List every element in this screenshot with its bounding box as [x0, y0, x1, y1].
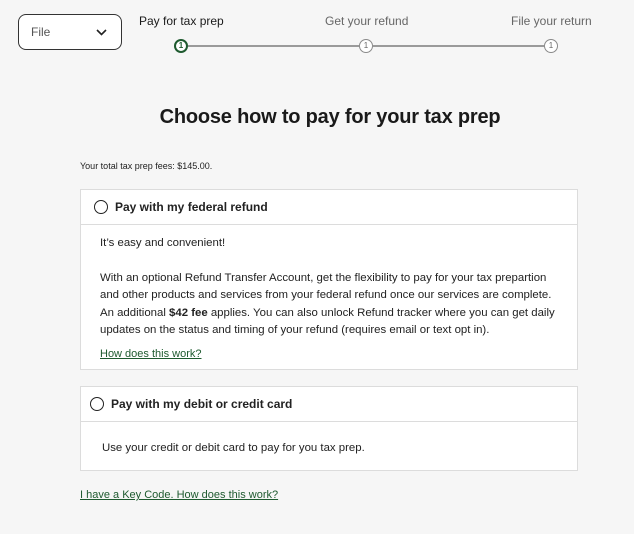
step-connector [188, 45, 359, 47]
federal-refund-radio[interactable] [94, 200, 108, 214]
step-indicator-1: 1 [174, 39, 188, 53]
federal-refund-option-header[interactable] [81, 190, 577, 225]
how-does-this-work-link[interactable]: How does this work? [100, 347, 202, 360]
card-option-title: Pay with my debit or credit card [111, 397, 293, 411]
step-label-file-your-return: File your return [511, 14, 592, 28]
federal-refund-option-title: Pay with my federal refund [115, 200, 268, 214]
payment-option-federal-refund [80, 189, 578, 370]
step-label-pay-for-tax-prep: Pay for tax prep [139, 14, 224, 28]
step-indicator-2: 1 [359, 39, 373, 53]
key-code-link[interactable]: I have a Key Code. How does this work? [80, 489, 279, 501]
total-fees-text: Your total tax prep fees: $145.00. [80, 161, 213, 171]
progress-stepper [0, 0, 634, 60]
federal-refund-intro: It’s easy and convenient! [100, 237, 226, 249]
step-connector [373, 45, 544, 47]
card-option-header[interactable] [81, 387, 577, 422]
step-label-get-your-refund: Get your refund [325, 14, 409, 28]
page-title: Choose how to pay for your tax prep [159, 106, 501, 128]
card-payment-radio[interactable] [90, 397, 104, 411]
step-indicator-3: 1 [544, 39, 558, 53]
card-option-description: Use your credit or debit card to pay for you tax prep. [102, 442, 365, 454]
file-dropdown-label: File [31, 25, 51, 39]
federal-refund-description: With an optional Refund Transfer Account, get the flexibility to pay for your tax prepartion and other products and services from your federal refund once our services are complete. An additional $42 fee applies. You can also unlock Refund tracker where you can get daily updates on the status and timing of your refund (requires email or text opt in). [100, 271, 555, 336]
refund-fee-amount: $42 fee [169, 306, 208, 319]
payment-option-card [80, 386, 578, 471]
